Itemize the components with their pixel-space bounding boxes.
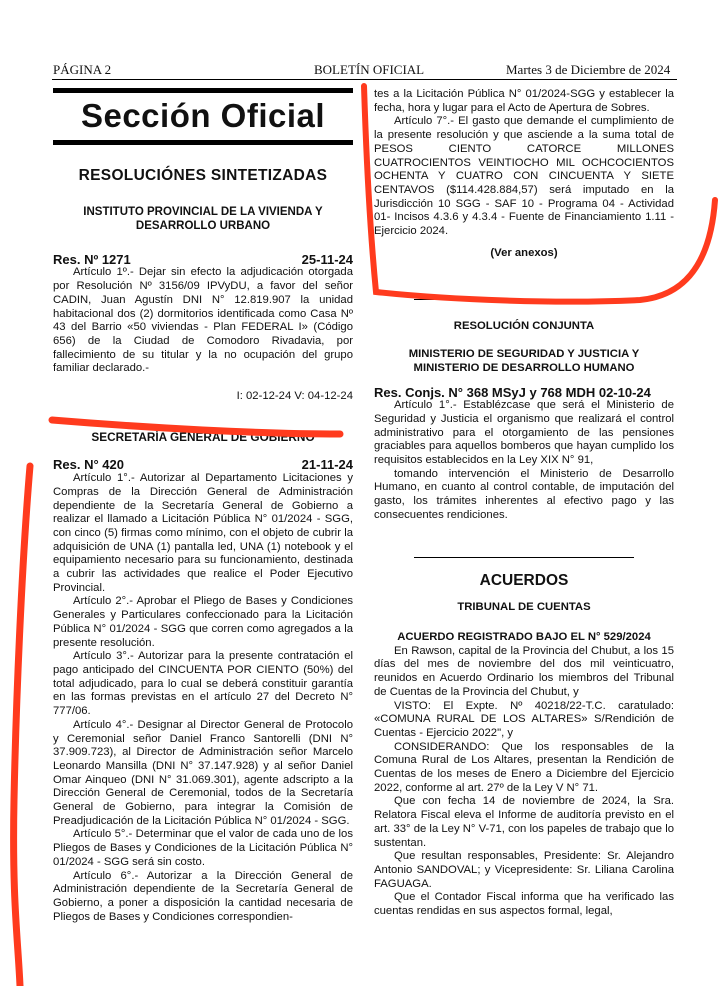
acuerdo-considerando: CONSIDERANDO: Que los responsables de la Comuna Rural de Los Altares, presentan la Rendición de Cuentas de los meses de Enero a Diciembre del Ejercicio 2022, conforme al art. 27º de la Ley V N° 71. xyxy=(374,740,674,794)
bulletin-name: BOLETÍN OFICIAL xyxy=(314,62,425,77)
section-title: Sección Oficial xyxy=(80,97,326,134)
issue-date: Martes 3 de Diciembre de 2024 xyxy=(506,62,671,77)
acuerdo-visto: VISTO: El Expte. Nº 40218/22-T.C. caratulado: «COMUNA RURAL DE LOS ALTARES» S/Rendición de Cuentas - Ejercicio 2022", y xyxy=(374,699,674,739)
res-420-article-1: Artículo 1°.- Autorizar al Departamento Licitaciones y Compras de la Dirección General de Administración dependiente de la Secretaría General de Gobierno a realizar el llamado a Licitación Pública N° 01/2024 - SGG, con cinco (5) firmas como mínimo, con el objeto de cubrir la adquisición de UNA (1) pantalla led, UNA (1) notebook y el equipamiento necesario para su funcionamiento, destinada a cubrir las actividades que realice el Poder Ejecutivo Provincial. xyxy=(53,472,353,594)
res-1271-number: Res. Nº 1271 xyxy=(53,251,131,267)
res-420-article-6: Artículo 6°.- Autorizar a la Dirección General de Administración dependiente de la Secretaría General de Gobierno, a poner a disposición la cantidad necesaria de Pliegos de Bases y Condiciones correspondien- xyxy=(53,869,353,923)
red-left-margin-stroke xyxy=(14,466,30,986)
ministerio-heading: MINISTERIO DE SEGURIDAD Y JUSTICIA Y MINISTERIO DE DESARROLLO HUMANO xyxy=(408,348,640,374)
acuerdos-heading: ACUERDOS xyxy=(479,571,569,589)
page-number: PÁGINA 2 xyxy=(53,62,112,77)
acuerdo-contador: Que el Contador Fiscal informa que ha verificado las cuentas rendidas en sus aspectos formal, legal, xyxy=(374,891,674,918)
red-box-stroke xyxy=(364,86,715,302)
ver-anexos: (Ver anexos) xyxy=(490,246,558,259)
res-420-article-4: Artículo 4°.- Designar al Director General de Protocolo y Ceremonial señor Daniel Franco Santorelli (DNI N° 37.909.723), al Director de Administración señor Marcelo Leonardo Mansilla (DNI N° 37.147.928) y al señor Daniel Omar Ainqueo (DNI N° 31.069.301), agente adscripto a la Dirección General de Ceremonial, todos de la Secretaría General de Gobierno, para integrar la Comisión de Preadjudicación de la Licitación Pública N° 01/2024 - SGG. xyxy=(53,718,353,827)
secretaria-heading: SECRETARÍA GENERAL DE GOBIERNO xyxy=(91,429,315,444)
res-420-article-7: Artículo 7°.- El gasto que demande el cumplimiento de la presente resolución y que asciende a la suma total de PESOS CIENTO CATORCE MILLONES CUATROCIENTOS VEINTIOCHO MIL OCHCOCIENTOS OCHENTA Y CUATRO CON CINCUENTA Y SIETE CENTAVOS ($114.428.884,57) será imputado en la Jurisdicción 10 SGG - SAF 10 - Programa 04 - Actividad 01- Incisos 4.3.6 y 4.3.4 - Fuente de Financiamiento 1.11 - Ejercicio 2024. xyxy=(374,115,674,238)
conjunta-article-1: Artículo 1°.- Establézcase que será el Ministerio de Seguridad y Justicia el organismo que realizará el control administrativo para el otorgamiento de las pensiones graciables para aquellos bomberos que hayan cumplido los requisitos establecidos en la Ley XIX N° 91, xyxy=(374,399,674,467)
res-420-number: Res. N° 420 xyxy=(53,457,124,473)
acuerdo-responsables: Que resultan responsables, Presidente: Sr. Alejandro Antonio SANDOVAL; y Vicepresidente: Sr. Liliana Carolina FAGUAGA. xyxy=(374,850,674,890)
acuerdo-paragraph-1: En Rawson, capital de la Provincia del Chubut, a los 15 días del mes de noviembre del dos mil veinticuatro, reunidos en Acuerdo Ordinario los miembros del Tribunal de Cuentas de la Provincia del Chubut, y xyxy=(374,644,674,698)
conjunta-article-1-cont: tomando intervención el Ministerio de Desarrollo Humano, en cuanto al control contable, de imputación del gasto, los trámites inherentes al efectivo pago y las consecuentes rendiciones. xyxy=(374,467,674,521)
res-420-continuation: tes a la Licitación Pública N° 01/2024-SGG y establecer la fecha, hora y lugar para el Acto de Apertura de Sobres. xyxy=(374,88,674,114)
red-underline-stroke xyxy=(52,420,340,434)
acuerdo-heading: ACUERDO REGISTRADO BAJO EL N° 529/2024 xyxy=(397,630,651,643)
res-420-article-2: Artículo 2°.- Aprobar el Pliego de Bases y Condiciones Generales y Particulares confeccionado para la Licitación Pública N° 01/2024 - SGG que corren como agregados a la presente resolución. xyxy=(53,595,353,649)
res-420-article-5: Artículo 5°.- Determinar que el valor de cada uno de los Pliegos de Bases y Condiciones de la Licitación Pública N° 01/2024 - SGG será sin costo. xyxy=(53,828,353,868)
res-1271-text: Artículo 1º.- Dejar sin efecto la adjudicación otorgada por Resolución Nº 3156/09 IPVyDU, a favor del señor CADIN, Juan Agustín DNI N° 12.819.907 la unidad habitacional dos (2) dormitorios identificada como Casa Nº 43 del Barrio «50 viviendas - Plan FEDERAL I» (Código 656) de la Ciudad de Comodoro Rivadavia, por fallecimiento de su titular y la no ocupación del grupo familiar declarado.- xyxy=(53,266,353,375)
res-420-article-3: Artículo 3°.- Autorizar para la presente contratación el pago anticipado del CINCUENTA POR CIENTO (50%) del total adjudicado, para lo cual se deberá constituir garantía en las formas previstas en el artículo 27 del Decreto N° 777/06. xyxy=(53,650,353,718)
publication-dates: I: 02-12-24 V: 04-12-24 xyxy=(236,390,353,403)
res-420-date: 21-11-24 xyxy=(301,457,353,473)
conjunta-heading: RESOLUCIÓN CONJUNTA xyxy=(453,320,595,333)
institute-heading: INSTITUTO PROVINCIAL DE LA VIVIENDA Y DESARROLLO URBANO xyxy=(83,205,323,232)
conjunta-res-number: Res. Conjs. N° 368 MSyJ y 768 MDH 02-10-24 xyxy=(374,384,651,400)
tribunal-heading: TRIBUNAL DE CUENTAS xyxy=(457,601,591,614)
acuerdo-paragraph-4: Que con fecha 14 de noviembre de 2024, la Sra. Relatora Fiscal eleva el Informe de auditoría previsto en el art. 33° de la Ley N° V-71, con los papeles de trabajo que lo sustentan. xyxy=(374,795,674,849)
res-1271-date: 25-11-24 xyxy=(301,251,353,267)
resoluciones-heading: RESOLUCIÓNES SINTETIZADAS xyxy=(78,167,328,184)
